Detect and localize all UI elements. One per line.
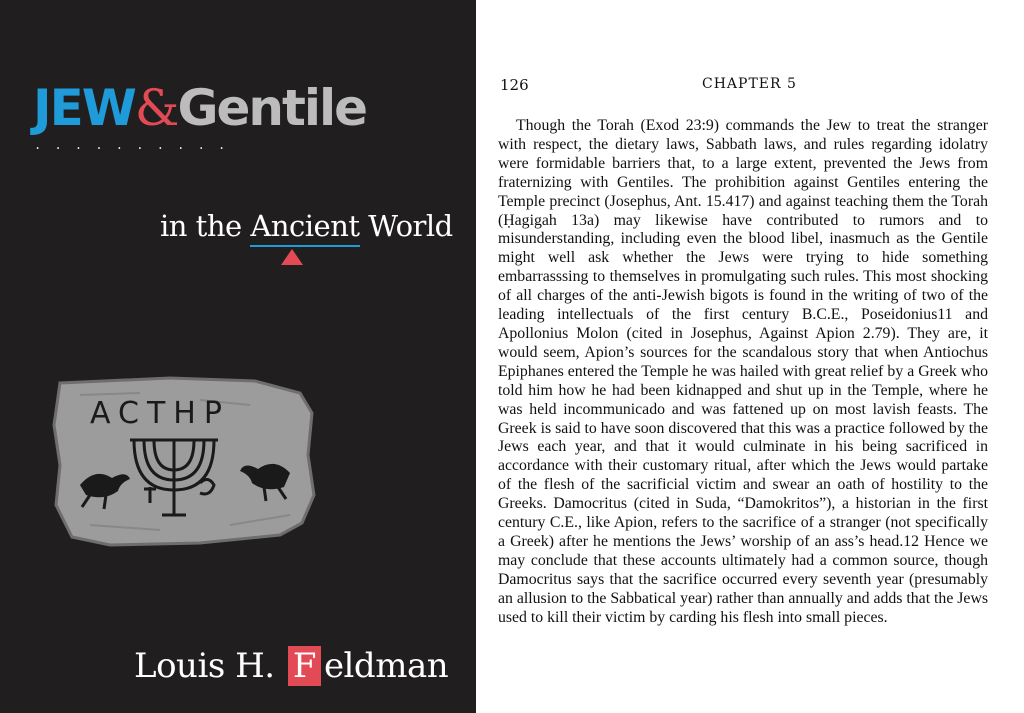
page-body-text: Though the Torah (Exod 23:9) commands the Jew to treat the stranger with respect, the dietary laws, Sabbath laws, and rules regarding idolatry were formidable barriers that, to a large extent, prevented the Jews from fraternizing with Gentiles. The prohibition against Gentiles entering the Temple precinct (Josephus, Ant. 15.417) and against teaching them the Torah (Ḥagigah 13a) may likewise have contributed to rumors and to misunderstanding, including even the blood libel, inasmuch as the Gentile might well ask whether the Jews were trying to hide something embarrasssing to themselves in promulgating such rules. This most shocking of all charges of the anti-Jewish bigots is found in the writing of two of the leading intellectuals of the first century B.C.E., Poseidonius11 and Apollonius Molon (cited in Josephus, Against Apion 2.79). They are, it would seem, Apion’s sources for the scandalous story that when Antiochus Epiphanes entered the Temple he was hailed with great relief by a Greek who told him how he had been kidnapped and shut up in the Temple, where he was held incommunicado and was fattened up on most lavish feasts. The Greek is said to have soon discovered that this was a practice followed by the Jews each year, and that it would culminate in his being sacrificed in accordance with their customary ritual, after which the Jews would partake of the flesh of the sacrificial victim and swear an oath of hostility to the Greeks. Damocritus (cited in Suda, “Damokritos”), a historian in the first century C.E., like Apion, refers to the sacrifice of a stranger (not specifically a Greek) after he mentions the Jews’ worship of an ass’s head.12 Hence we may conclude that these accounts ultimately had a common source, though Damocritus says that the sacrifice occurred every seventh year (presumably an allusion to the Sabbatical year) rather than annually and adds that the Jews used to kill their victim by carding his flesh into small pieces.: [498, 117, 988, 626]
page-number: 126: [500, 76, 529, 94]
title-dots: . . . . . . . . . .: [34, 138, 229, 152]
subtitle-post: World: [359, 209, 453, 243]
stone-inscription-image: [50, 375, 318, 550]
chapter-heading: CHAPTER 5: [702, 76, 797, 92]
author-pre: Louis H.: [134, 646, 285, 686]
book-cover: [0, 0, 476, 713]
cover-title: [33, 78, 366, 138]
title-ampersand: &: [134, 79, 178, 137]
subtitle-pre: in the: [160, 209, 251, 243]
title-gentile: Gentile: [177, 79, 367, 137]
author-highlight: F: [288, 646, 321, 686]
red-triangle-icon: [281, 249, 303, 265]
subtitle-ancient: Ancient: [250, 209, 359, 247]
title-jew: JEW: [33, 79, 135, 137]
cover-author: [134, 646, 448, 686]
book-page: [476, 0, 1024, 713]
cover-subtitle: [160, 209, 453, 243]
author-post: eldman: [323, 646, 449, 686]
stone-inscription-text: ACTHP: [90, 396, 230, 431]
